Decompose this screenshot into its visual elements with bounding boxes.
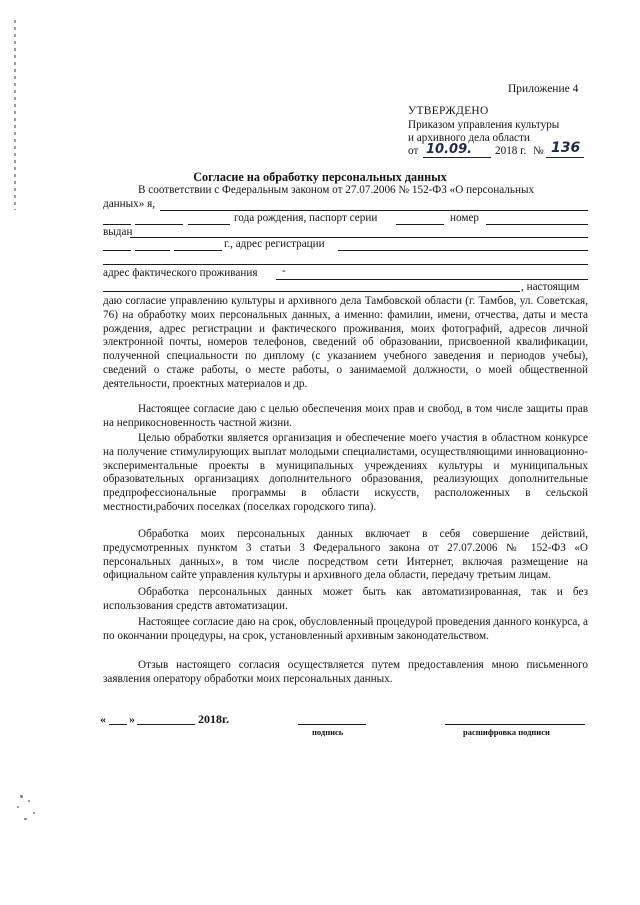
intro-line-1: В соответствии с Федеральным законом от 27.07.2006 № 152-ФЗ «О персональных — [138, 184, 535, 196]
order-date-underline — [423, 157, 491, 158]
actual-address-field-2[interactable] — [103, 291, 520, 292]
date-year: 2018г. — [198, 712, 230, 726]
approved-heading: УТВЕРЖДЕНО — [408, 105, 489, 117]
signature-decode-caption: расшифровка подписи — [463, 727, 550, 737]
birth-date-field[interactable] — [103, 224, 131, 225]
full-name-field[interactable] — [160, 210, 588, 211]
passport-number-label: номер — [450, 212, 480, 224]
paragraph-processing-goal: Целью обработки является организация и обеспечение моего участия в областном конкурсе на получение стимулирующих выплат молодыми специалистами, осуществляющими инновационно-экспериментальные проекты в муниципальных учреждениях культуры и муниципальных образовательных организациях дополнительного образования, реализующих дополнительные предпрофессиональные программы в области искусств, расположенных в сельской местности,рабочих поселках (поселках городского типа). — [103, 432, 588, 513]
issue-year-field[interactable] — [174, 250, 222, 251]
date-close-quote: » — [129, 712, 135, 726]
order-date-line — [408, 140, 588, 161]
birth-year-label: года рождения, паспорт серии — [234, 212, 378, 224]
paragraph-withdrawal: Отзыв настоящего согласия осуществляется путем предоставления мною письменного заявления оператору обработки моих персональных данных. — [103, 659, 588, 685]
paragraph-consent: даю согласие управлению культуры и архивного дела Тамбовской области (г. Тамбов, ул. Советская, 76) на обработку моих персональных данных, а именно: фамилии, имени, отчества, даты и места рождения, адрес регистрации и фактического проживания, моих фотографий, адресов личной электронной почты, номеров телефонов, сведений об образовании, присвоенной квалификации, полученной специальности по диплому (с указанием учебного заведения и периодов учебы), сведений о стаже работы, о месте работы, о занимаемой должности, о моей общественной деятельности, проектных материалов и др. — [103, 295, 588, 390]
order-date-prefix: от — [408, 145, 419, 157]
issued-by-field[interactable] — [130, 237, 588, 238]
passport-series-field[interactable] — [396, 224, 444, 225]
scan-speck — [28, 800, 30, 802]
order-date-handwritten: 10.09. — [426, 142, 473, 157]
date-day-field[interactable] — [109, 724, 127, 725]
signature-caption: подпись — [312, 727, 344, 737]
birth-date-field-2[interactable] — [135, 224, 183, 225]
order-line-1: Приказом управления культуры — [408, 119, 560, 131]
actual-address-label: адрес фактического проживания — [103, 267, 258, 279]
paragraph-processing-actions: Обработка моих персональных данных включает в себя совершение действий, предусмотренных пунктом 3 статьи 3 Федерального закона от 27.07.2006 № 152-ФЗ «О персональных данных», в том числе посредством сети Интернет, включая размещение на официальном сайте управления культуры и архивного дела области, передачу третьим лицам. — [103, 528, 588, 582]
reg-address-label: г., адрес регистрации — [224, 238, 325, 250]
actual-address-field[interactable] — [276, 279, 588, 280]
scan-speck — [33, 812, 35, 814]
signature-field[interactable] — [298, 724, 366, 725]
scan-speck — [20, 795, 23, 798]
intro-line-2: данных» я, — [103, 198, 156, 210]
appendix-label: Приложение 4 — [508, 83, 579, 95]
actual-address-value: - — [282, 265, 286, 277]
birth-year-field[interactable] — [188, 224, 230, 225]
scan-speck — [17, 806, 19, 808]
paragraph-purpose-rights: Настоящее согласие даю с целью обеспечения моих прав и свобод, в том числе защиты прав на неприкосновенность частной жизни. — [103, 403, 588, 429]
order-number-sign: № — [533, 145, 544, 157]
reg-address-field-2[interactable] — [103, 264, 588, 265]
issued-label: выдан — [103, 226, 133, 238]
order-date-year: 2018 г. — [495, 145, 527, 157]
present-word: , настоящим — [521, 281, 580, 293]
reg-address-field[interactable] — [338, 250, 588, 251]
order-number-underline — [546, 157, 584, 158]
order-line-2: и архивного дела области — [408, 132, 530, 144]
scan-speck — [24, 818, 27, 820]
paragraph-term: Настоящее согласие даю на срок, обусловленный процедурой проведения данного конкурса, а по окончании процедуры, на срок, установленный архивным законодательством. — [103, 616, 588, 642]
passport-number-field[interactable] — [486, 224, 588, 225]
footer-date — [100, 712, 300, 730]
date-open-quote: « — [100, 712, 106, 726]
issue-date-field[interactable] — [103, 250, 131, 251]
signature-decode-field[interactable] — [445, 724, 585, 725]
paragraph-automation: Обработка персональных данных может быть как автоматизированная, так и без использования средств автоматизации. — [103, 586, 588, 612]
document-title: Согласие на обработку персональных данных — [193, 170, 447, 184]
issue-date-field-2[interactable] — [135, 250, 170, 251]
order-number-handwritten: 136 — [551, 140, 581, 156]
date-month-field[interactable] — [137, 724, 195, 725]
